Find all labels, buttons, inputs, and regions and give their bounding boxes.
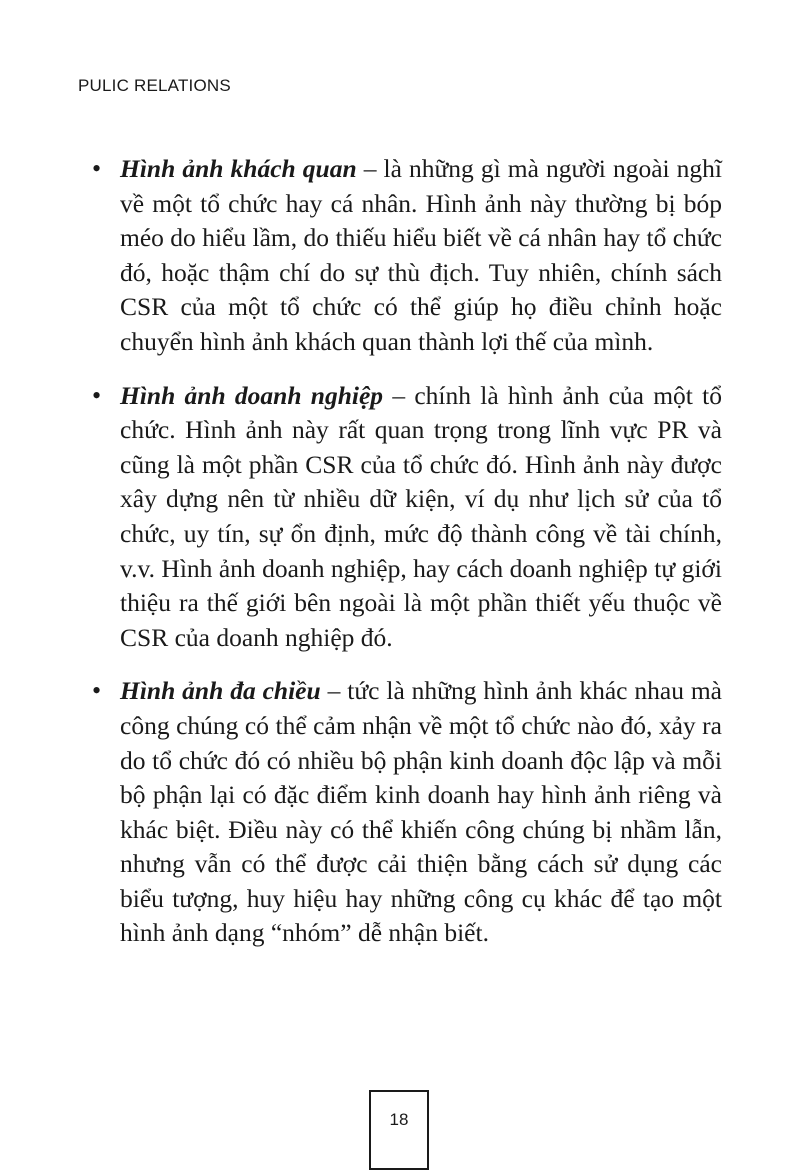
bullet-text: – chính là hình ảnh của một tổ chức. Hình ảnh này rất quan trọng trong lĩnh vực PR và cũng là một phần CSR của tổ chức đó. Hình ảnh này được xây dựng nên từ nhiều dữ kiện, ví dụ như lịch sử của tổ chức, uy tín, sự ổn định, mức độ thành công về tài chính, v.v. Hình ảnh doanh nghiệp, hay cách doanh nghiệp tự giới thiệu ra thế giới bên ngoài là một phần thiết yếu thuộc về CSR của doanh nghiệp đó. <box>120 380 722 652</box>
bullet-item-corporate-image <box>92 379 722 656</box>
bullet-icon: • <box>92 154 102 183</box>
bullet-term: Hình ảnh khách quan <box>120 154 357 183</box>
bullet-term: Hình ảnh doanh nghiệp <box>120 380 384 410</box>
bullet-text: – là những gì mà người ngoài nghĩ về một tổ chức hay cá nhân. Hình ảnh này thường bị bóp méo do hiểu lầm, do thiếu hiểu biết về cá nhân hay tổ chức đó, hoặc thậm chí do sự thù địch. Tuy nhiên, chính sách CSR của một tổ chức có thể giúp họ điều chỉnh hoặc chuyển hình ảnh khách quan thành lợi thế của mình. <box>120 154 722 356</box>
bullet-item-multiple-image <box>92 674 722 951</box>
bullet-item-objective-image <box>92 152 722 360</box>
bullet-icon: • <box>92 676 102 706</box>
bullet-icon: • <box>92 380 102 410</box>
bullet-text: – tức là những hình ảnh khác nhau mà công chúng có thể cảm nhận về một tổ chức nào đó, xảy ra do tổ chức đó có nhiều bộ phận kinh doanh độc lập và mỗi bộ phận lại có đặc điểm kinh doanh hay hình ảnh riêng và khác biệt. Điều này có thể khiến công chúng bị nhầm lẫn, nhưng vẫn có thể được cải thiện bằng cách sử dụng các biểu tượng, huy hiệu hay những công cụ khác để tạo một hình ảnh dạng “nhóm” dễ nhận biết. <box>120 676 722 948</box>
bullet-term: Hình ảnh đa chiều <box>120 676 321 706</box>
page-number: 18 <box>389 1110 409 1129</box>
page-number-box <box>369 1090 429 1170</box>
page-body <box>92 152 722 970</box>
running-header: PULIC RELATIONS <box>78 76 231 95</box>
